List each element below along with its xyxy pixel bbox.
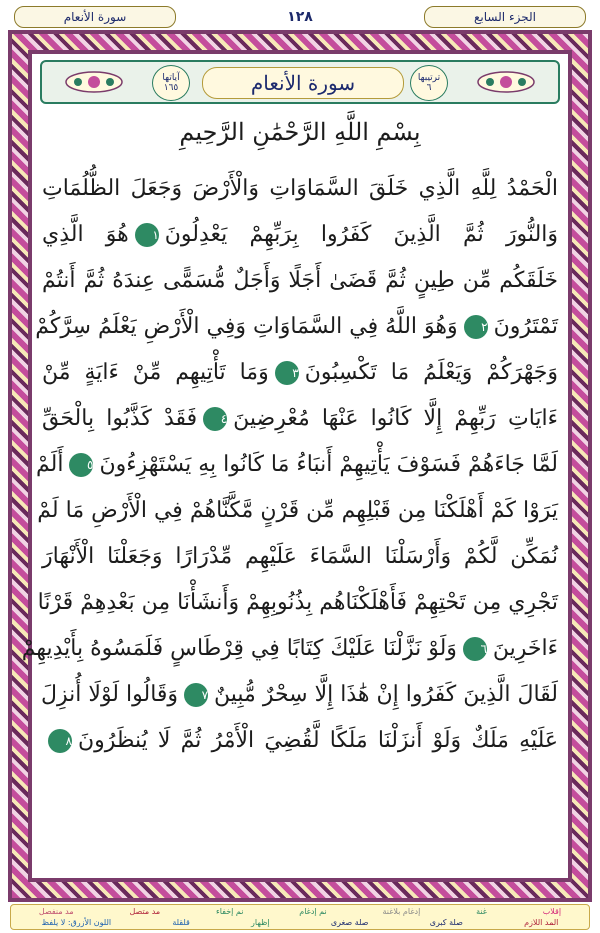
text-line: تَمْتَرُونَ٢وَهُوَ اللَّهُ فِي السَّمَاوَاتِ وَفِي الْأَرْضِ يَعْلَمُ سِرَّكُمْ [35,314,558,339]
verse-number-marker: ٥ [69,453,93,477]
legend-item: إظهار [251,918,270,927]
text-line: الْحَمْدُ لِلَّهِ الَّذِي خَلَقَ السَّمَاوَاتِ وَالْأَرْضَ وَجَعَلَ الظُّلُمَاتِ [42,176,558,201]
text-line: وَجَهْرَكُمْ وَيَعْلَمُ مَا تَكْسِبُونَ٣وَمَا تَأْتِيهِم مِّنْ ءَايَةٍ مِّنْ [42,360,558,385]
order-label: ترتيبها [417,73,441,83]
text-line: نُمَكِّن لَّكُمْ وَأَرْسَلْنَا السَّمَاءَ عَلَيْهِم مِّدْرَارًا وَجَعَلْنَا الْأَنْهَارَ [42,544,558,569]
order-value: ٦ [426,83,432,93]
legend-item: غنة [476,907,487,916]
tajweed-legend [10,904,590,930]
legend-item: نم إدغام [299,907,327,916]
text-line: عَلَيْهِ مَلَكٌ وَلَوْ أَنزَلْنَا مَلَكًا لَّقُضِيَ الْأَمْرُ ثُمَّ لَا يُنظَرُونَ٨ [42,718,558,764]
verse-number-marker: ٦ [463,637,487,661]
text-line: لَقَالَ الَّذِينَ كَفَرُوا إِنْ هَٰذَا إِلَّا سِحْرٌ مُّبِينٌ٧وَقَالُوا لَوْلَا أُنزِلَ [41,682,558,707]
surah-title: سورة الأنعام [202,67,404,99]
text-line: ءَايَاتِ رَبِّهِمْ إِلَّا كَانُوا عَنْهَا مُعْرِضِينَ٤فَقَدْ كَذَّبُوا بِالْحَقِّ [42,406,559,431]
verse-number-marker: ٨ [48,729,72,753]
legend-item: قلقلة [172,918,190,927]
legend-item: نم إخفاء [215,907,244,916]
legend-row [11,906,589,917]
surah-name-label: سورة الأنعام [14,6,176,28]
page-number: ١٢٨ [287,9,313,25]
text-line: وَالنُّورَ ثُمَّ الَّذِينَ كَفَرُوا بِرَبِّهِمْ يَعْدِلُونَ١هُوَ الَّذِي [42,222,559,247]
text-line: خَلَقَكُم مِّن طِينٍ ثُمَّ قَضَىٰ أَجَلًا وَأَجَلٌ مُّسَمًّى عِندَهُ ثُمَّ أَنتُمْ [42,268,558,293]
page-header [14,6,586,28]
basmala: بِسْمِ اللَّهِ الرَّحْمَٰنِ الرَّحِيمِ [179,118,421,146]
text-line: لَمَّا جَاءَهُمْ فَسَوْفَ يَأْتِيهِمْ أَنبَاءُ مَا كَانُوا بِهِ يَسْتَهْزِءُونَ٥أَلَمْ [35,452,558,477]
legend-item: مد متصل [129,907,161,916]
verse-number-marker: ٧ [184,683,208,707]
legend-item: صلة كبرى [429,918,463,927]
legend-item: المد اللازم [524,918,559,927]
text-line: ءَاخَرِينَ٦وَلَوْ نَزَّلْنَا عَلَيْكَ كِتَابًا فِي قِرْطَاسٍ فَلَمَسُوهُ بِأَيْدِيهِمْ [21,636,558,661]
surah-banner [40,60,560,104]
verses-value: ١٦٥ [163,83,179,93]
legend-item: مد منفصل [38,907,74,916]
legend-item: إدغام بلاغنة [382,907,421,916]
floral-ornament-icon [476,70,536,94]
floral-ornament-icon [64,70,124,94]
juz-label: الجزء السابع [424,6,586,28]
text-line: تَجْرِي مِن تَحْتِهِمْ فَأَهْلَكْنَاهُم بِذُنُوبِهِمْ وَأَنشَأْنَا مِن بَعْدِهِمْ قَرْنًا [37,590,558,615]
text-line: يَرَوْا كَمْ أَهْلَكْنَا مِن قَبْلِهِم مِّن قَرْنٍ مَّكَّنَّاهُمْ فِي الْأَرْضِ مَا لَمْ [37,498,558,523]
verse-number-marker: ٣ [275,361,299,385]
verse-number-marker: ١ [135,223,159,247]
legend-item: إقلاب [542,907,562,916]
legend-item: اللون الأزرق: لا يلفظ [41,918,112,927]
verse-number-marker: ٤ [203,407,227,431]
verses-label: آياتها [162,73,180,83]
verse-number-marker: ٢ [464,315,488,339]
text-area [21,54,568,878]
order-medallion [410,65,448,101]
legend-row [11,917,589,928]
legend-item: صلة صغرى [330,918,369,927]
verses-count-medallion [152,65,190,101]
verse-lines [21,166,559,764]
